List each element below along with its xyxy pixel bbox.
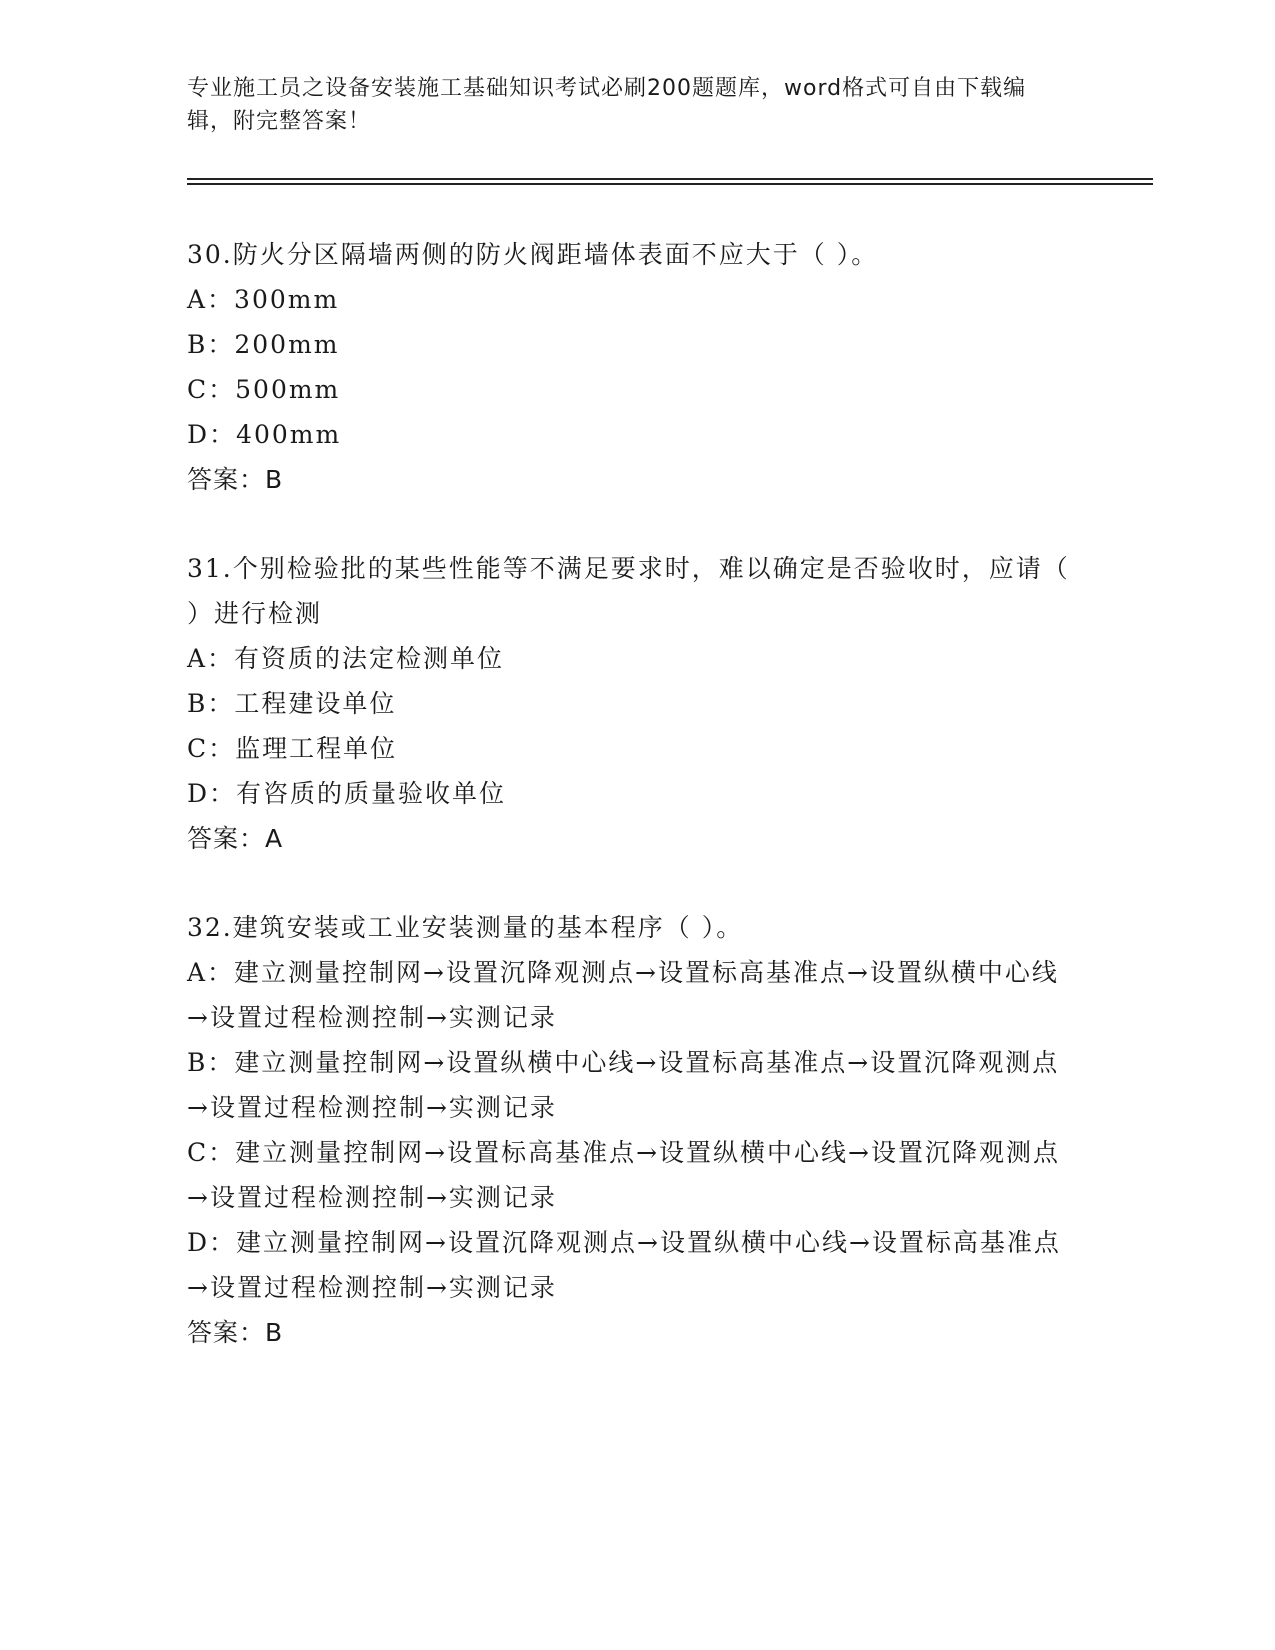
document-header: 专业施工员之设备安装施工基础知识考试必刷200题题库，word格式可自由下载编辑，附完整答案！: [187, 76, 1027, 134]
question-30: [187, 232, 1077, 502]
option-d: D：400mm: [187, 420, 342, 449]
option-b: B：200mm: [187, 330, 340, 359]
option-c: C：监理工程单位: [187, 734, 398, 763]
option-a: A：有资质的法定检测单位: [187, 644, 505, 673]
question-31: [187, 546, 1077, 861]
header-rule-bottom: [187, 183, 1153, 185]
option-d: D：有咨质的质量验收单位: [187, 779, 507, 808]
question-text: 31.个别检验批的某些性能等不满足要求时，难以确定是否验收时，应请（ ）进行检测: [187, 554, 1070, 628]
option-c: C：500mm: [187, 375, 341, 404]
question-list: [187, 232, 1077, 1399]
option-a: A：建立测量控制网→设置沉降观测点→设置标高基准点→设置纵横中心线→设置过程检测控制→实测记录: [187, 958, 1059, 1032]
option-a: A：300mm: [187, 285, 340, 314]
answer: 答案：A: [187, 824, 284, 853]
option-b: B：工程建设单位: [187, 689, 397, 718]
question-text: 32.建筑安装或工业安装测量的基本程序（ ）。: [187, 913, 744, 942]
answer: 答案：B: [187, 1318, 284, 1347]
option-b: B：建立测量控制网→设置纵横中心线→设置标高基准点→设置沉降观测点→设置过程检测控制→实测记录: [187, 1048, 1060, 1122]
option-c: C：建立测量控制网→设置标高基准点→设置纵横中心线→设置沉降观测点→设置过程检测控制→实测记录: [187, 1138, 1060, 1212]
question-text: 30.防火分区隔墙两侧的防火阀距墙体表面不应大于（ ）。: [187, 240, 879, 269]
answer: 答案：B: [187, 465, 284, 494]
question-32: [187, 905, 1077, 1355]
header-rule-top: [187, 178, 1153, 180]
option-d: D：建立测量控制网→设置沉降观测点→设置纵横中心线→设置标高基准点→设置过程检测控制→实测记录: [187, 1228, 1061, 1302]
